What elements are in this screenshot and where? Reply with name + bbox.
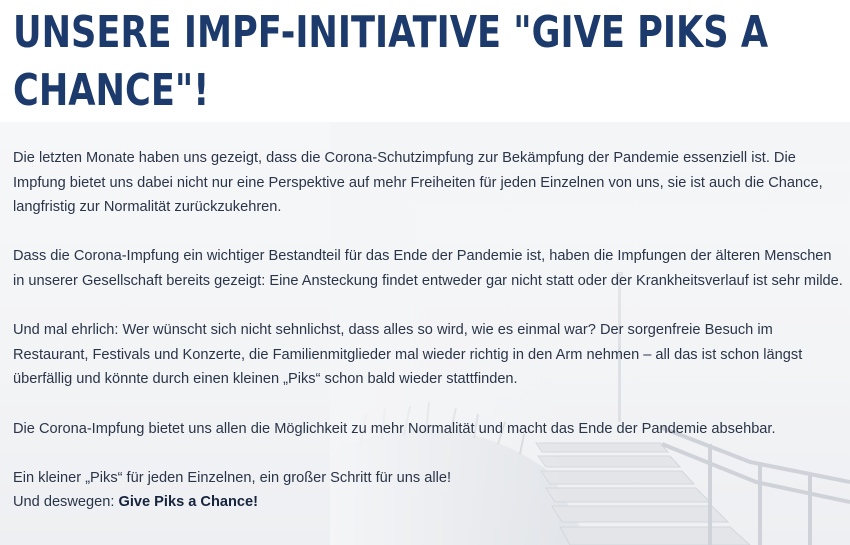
paragraph: Dass die Corona-Impfung ein wichtiger Bestandteil für das Ende der Pandemie ist, haben die Impfungen der älteren Menschen in unserer Gesellschaft bereits gezeigt: Eine Ansteckung findet entweder gar nicht statt oder der Krankheitsverlauf ist sehr milde. bbox=[13, 248, 843, 289]
content-section bbox=[0, 122, 850, 545]
page-title: UNSERE IMPF-INITIATIVE "GIVE PIKS A CHANCE"! bbox=[13, 7, 769, 116]
article-body bbox=[13, 146, 843, 515]
paragraph: Die letzten Monate haben uns gezeigt, dass die Corona-Schutzimpfung zur Bekämpfung der Pandemie essenziell ist. Die Impfung bietet uns dabei nicht nur eine Perspektive auf mehr Freiheiten für jeden Einzelnen von uns, sie ist auch die Chance, langfristig zur Normalität zurückzukehren. bbox=[13, 150, 823, 216]
paragraph: Und mal ehrlich: Wer wünscht sich nicht sehnlichst, dass alles so wird, wie es einmal war? Der sorgenfreie Besuch im Restaurant, Festivals und Konzerte, die Familienmitglieder mal wieder richtig in den Arm nehmen – all das ist schon längst überfällig und könnte durch einen kleinen „Piks“ schon bald wieder stattfinden. bbox=[13, 322, 803, 388]
header bbox=[0, 0, 850, 122]
closing-line-2-prefix: Und deswegen: bbox=[13, 494, 119, 511]
closing-paragraph bbox=[13, 466, 843, 515]
paragraph: Die Corona-Impfung bietet uns allen die Möglichkeit zu mehr Normalität und macht das Ende der Pandemie absehbar. bbox=[13, 420, 776, 437]
closing-emphasis: Give Piks a Chance! bbox=[118, 494, 259, 511]
closing-line-1: Ein kleiner „Piks“ für jeden Einzelnen, ein großer Schritt für uns alle! bbox=[13, 469, 452, 486]
